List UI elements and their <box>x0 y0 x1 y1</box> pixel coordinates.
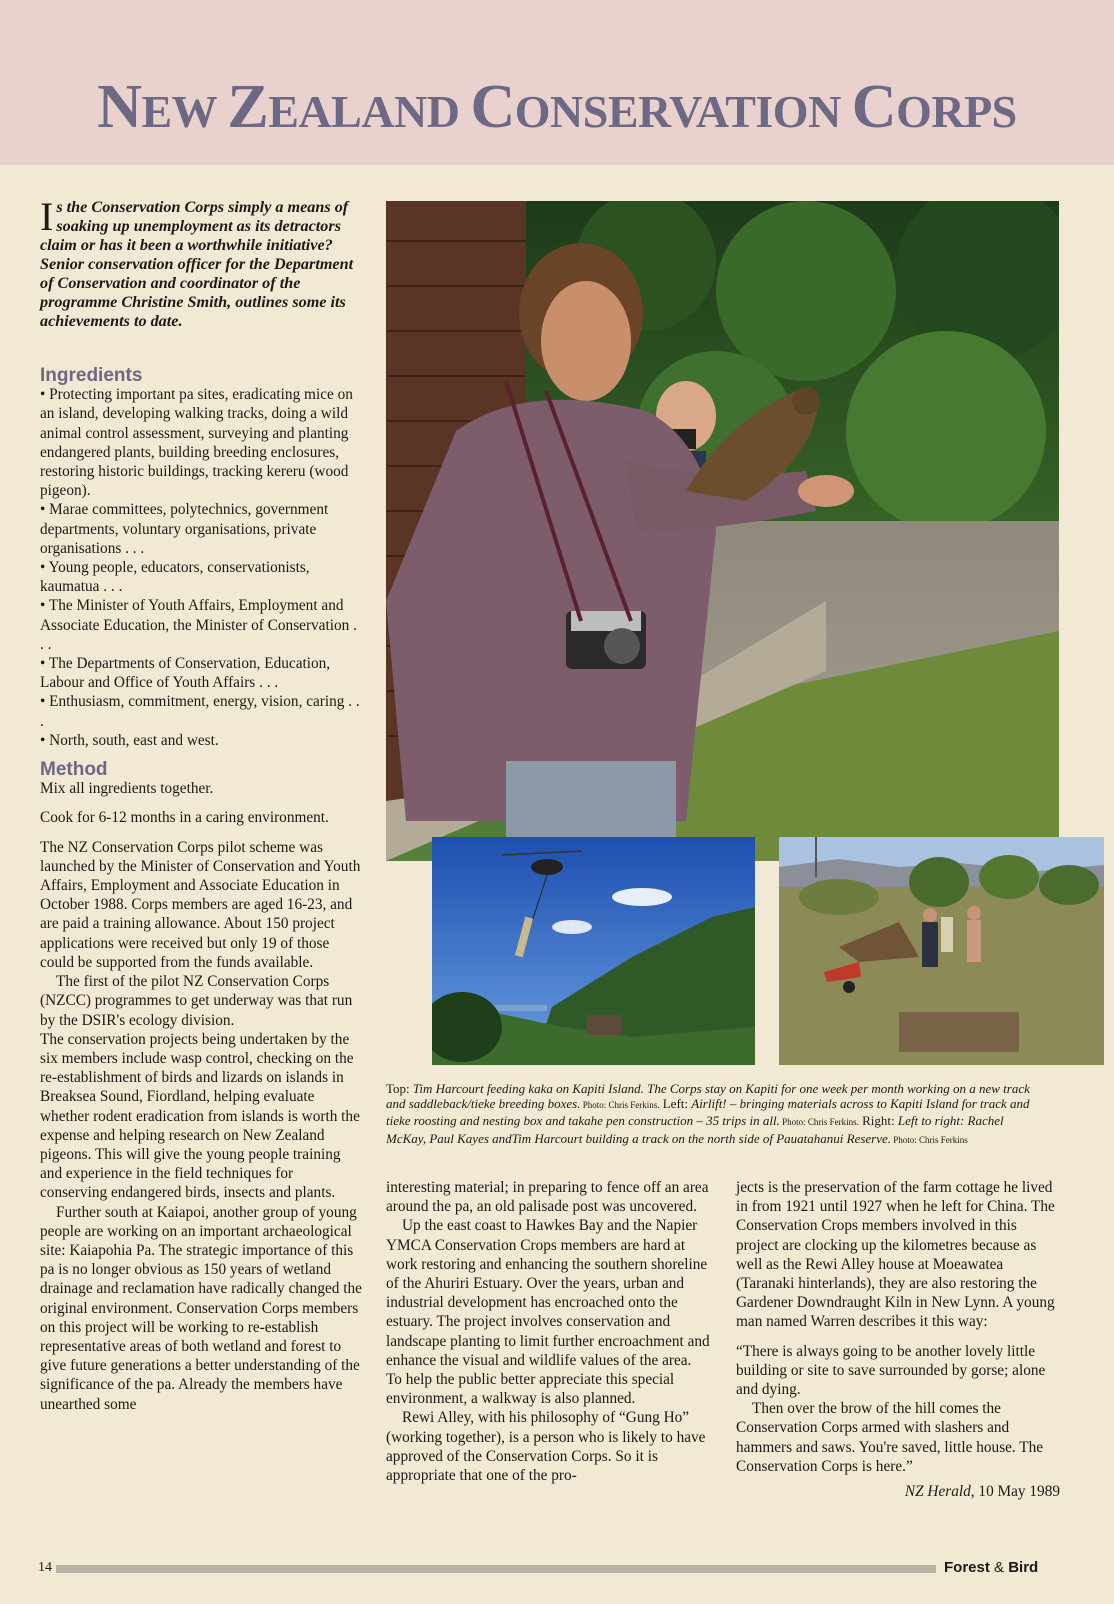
photo-helicopter-airlift <box>432 837 755 1065</box>
body-paragraph: The NZ Conservation Corps pilot scheme was launched by the Minister of Conservation and Youth Affairs, Employment and Associate Education in October 1988. Corps members are aged 16-23, and are paid a training allowance. About 150 project applications were received but only 19 of those could be supported from the funds available. <box>40 838 361 971</box>
photo-credit: Photo: Chris Ferkins <box>891 1134 968 1145</box>
caption-right-text: Left to right: Rachel McKay, Paul Kayes andTim Harcourt building a track on the north side of Pauatahanui Reserve. <box>386 1113 1004 1146</box>
photo-caption <box>386 1081 1046 1148</box>
page-title: NEW ZEALAND CONSERVATION CORPS <box>97 73 1017 141</box>
method-heading: Method <box>40 759 108 781</box>
ingredient-item: • North, south, east and west. <box>40 731 219 749</box>
caption-label-right: Right: <box>858 1113 898 1129</box>
ingredient-item: • Enthusiasm, commitment, energy, vision, caring . . . <box>40 693 360 730</box>
body-paragraph: Further south at Kaiapoi, another group of young people are working on an important archaeological site: Kaiapohia Pa. The strategic importance of this pa is no longer obvious as 150 years of wetland drainage and reclamation have radically changed the original environment. Conservation Corps members on this project will be working to re-establish representative areas of both wetland and forest to give future generations a better understanding of the significance of the pa. Already the members have unearthed some <box>40 1203 362 1413</box>
caption-label-top: Top: <box>386 1081 413 1096</box>
photo-credit: Photo: Chris Ferkins. <box>779 1117 859 1128</box>
photo-credit: Photo: Chris Ferkins. <box>580 1100 660 1111</box>
photo-kaka-feeding <box>386 201 1059 861</box>
intro-standfirst <box>40 194 366 331</box>
magazine-name: Forest & Bird <box>944 1559 1039 1576</box>
ingredient-item: • Marae committees, polytechnics, government departments, voluntary organisations, private organisations . . . <box>40 501 329 557</box>
body-paragraph: The conservation projects being undertaken by the six members include wasp control, checking on the re-establishment of birds and lizards on islands in Breaksea Sound, Fiordland, helping evaluate whether rodent eradication from islands is worth the expense and helping research on New Zealand pigeons. This will give the young people training and experience in the field techniques for conserving endangered birds, insects and plants. <box>40 1030 360 1202</box>
ingredient-item: • Young people, educators, conservationists, kaumatua . . . <box>40 559 310 596</box>
body-paragraph: Rewi Alley, with his philosophy of “Gung Ho” (working together), is a person who is likely to have approved of the Conservation Corps. So it is appropriate that one of the pro- <box>386 1409 706 1485</box>
caption-label-left: Left: <box>659 1096 692 1112</box>
photo-kaka-feeding-image <box>386 201 1059 861</box>
footer-rule <box>56 1565 936 1573</box>
quote-source: NZ Herald, 10 May 1989 <box>904 1483 1060 1501</box>
middle-column <box>386 1178 710 1485</box>
drop-cap: I <box>40 194 54 239</box>
ingredients-heading: Ingredients <box>40 365 143 386</box>
ingredient-item: • Protecting important pa sites, eradicating mice on an island, developing walking tracks, doing a wild animal control assessment, surveying and planting endangered plants, building breeding enclosures, restoring historic buildings, tracking kereru (wood pigeon). <box>40 386 353 500</box>
right-column <box>736 1178 1060 1501</box>
body-paragraph: interesting material; in preparing to fence off an area around the pa, an old palisade post was uncovered. <box>386 1179 709 1216</box>
caption-top-text: Tim Harcourt feeding kaka on Kapiti Island. The Corps stay on Kapiti for one week per month working on a new track and saddleback/tieke breeding boxes. <box>386 1081 1030 1112</box>
body-paragraph: Up the east coast to Hawkes Bay and the Napier YMCA Conservation Crops members are hard at work restoring and enhancing the southern shoreline of the Ahuriri Estuary. Over the years, urban and industrial development has encroached onto the estuary. The project involves conservation and landscape planting to limit further encroachment and enhance the visual and wildlife values of the area. To help the public better appreciate this special environment, a walkway is also planned. <box>386 1217 710 1408</box>
quote-paragraph: Then over the brow of the hill comes the Conservation Corps armed with slashers and hammers and saws. You're saved, little house. The Conservation Corps is here.” <box>736 1400 1044 1475</box>
intro-text: s the Conservation Corps simply a means of soaking up unemployment as its detractors claim or has it been a worthwhile initiative? Senior conservation officer for the Department of Conservation and coordinator of the programme Christine Smith, outlines some its achievements to date. <box>40 198 354 330</box>
photo-track-building-image <box>779 837 1104 1065</box>
ingredient-item: • The Departments of Conservation, Education, Labour and Office of Youth Affairs . . . <box>40 655 331 692</box>
body-paragraph: The first of the pilot NZ Conservation Corps (NZCC) programmes to get underway was that run by the DSIR's ecology division. <box>40 973 353 1029</box>
caption-left-text: Airlift! – bringing materials across to Kapiti Island for track and tieke roosting and nesting box and takahe pen construction – 35 trips in all. <box>386 1096 1030 1129</box>
photo-track-building <box>779 837 1104 1065</box>
quote-paragraph: “There is always going to be another lovely little building or site to save surrounded by gorse; alone and dying. <box>736 1342 1046 1399</box>
photo-helicopter-airlift-image <box>432 837 755 1065</box>
method-line: Cook for 6-12 months in a caring environment. <box>40 809 329 827</box>
page-number: 14 <box>38 1560 52 1575</box>
method-line: Mix all ingredients together. <box>40 780 214 798</box>
ingredient-item: • The Minister of Youth Affairs, Employment and Associate Education, the Minister of Conservation . . . <box>40 597 357 653</box>
body-paragraph: jects is the preservation of the farm cottage he lived in from 1921 until 1927 when he left for China. The Conservation Crops members involved in this project are clocking up the kilometres because as well as the Rewi Alley house at Moeawatea (Taranaki hinterlands), they are also restoring the Gardener Downdraught Kiln in New Lynn. A young man named Warren describes it this way: <box>736 1179 1055 1331</box>
left-column <box>40 366 364 1414</box>
